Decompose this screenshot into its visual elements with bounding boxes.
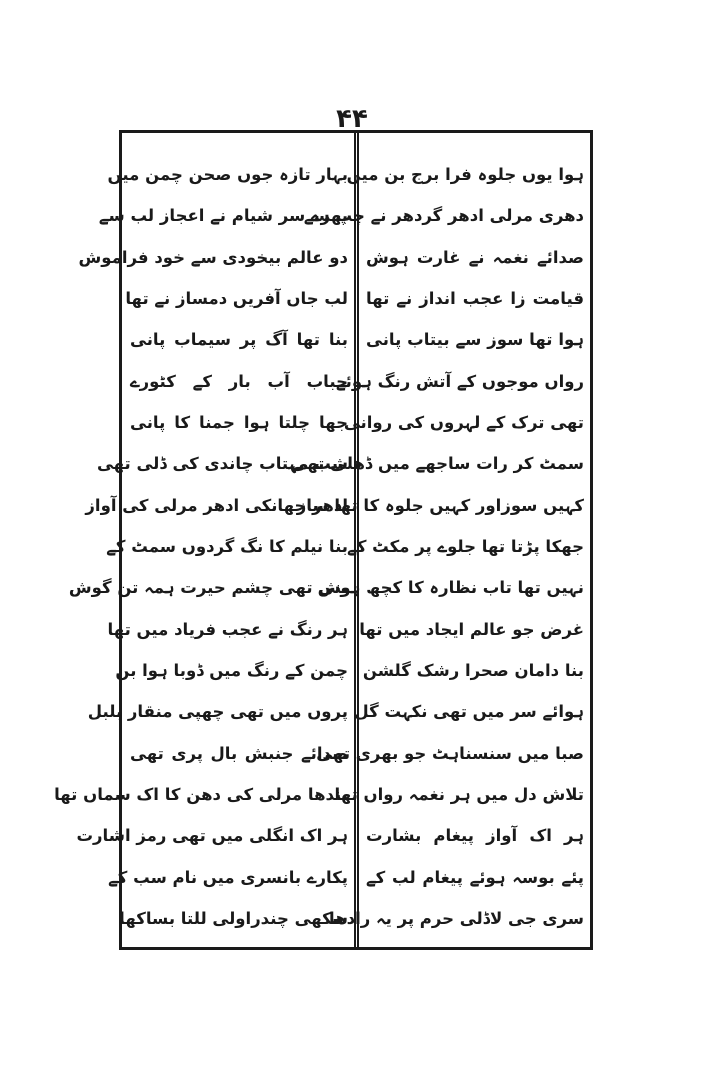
- verse-line: صدائے نغمہ نے غارت ہوش: [366, 247, 584, 267]
- verse-line: سکھی چندراولی للتا بساکھا: [119, 908, 348, 928]
- verse-line: ادھر جھانکی ادھر مرلی کی آواز: [85, 495, 348, 515]
- verse-line: بنا دامان صحرا رشک گلشن: [362, 660, 584, 680]
- verse-line: چمن کے رنگ میں ڈوبا ہوا بن: [115, 660, 348, 680]
- verse-line: دھری مرلی ادھر گردھر نے چپ سے: [303, 206, 584, 226]
- verse-line: قیامت زا عجب انداز نے تھا: [366, 288, 584, 308]
- verse-line: ہر اک آواز پیغام بشارت: [366, 826, 584, 846]
- verse-line: ہوا یوں جلوہ فرا برج بن میں: [346, 165, 584, 184]
- verse-line: حباب آب بار کے کٹورے: [130, 371, 348, 391]
- verse-line: جھا چلتا ہوا جمنا کا پانی: [130, 412, 348, 432]
- verse-line: ہوائے سر میں تھی نکہت گل: [354, 702, 584, 722]
- verse-line: کہیں سوزاور کہیں جلوہ کا تھا ساز: [296, 495, 584, 515]
- verse-line: ہر رنگ نے عجب فریاد میں تھا: [107, 619, 348, 639]
- verse-line: بنی تھی چشم حیرت ہمہ تن گوش: [68, 578, 348, 598]
- verse-line: جھکا پڑتا تھا جلوے پر مکٹ کے: [347, 536, 584, 556]
- right-column: [290, 157, 584, 937]
- verse-line: بھرے سر شیام نے اعجاز لب سے: [98, 206, 348, 226]
- verse-line: بنا تھا آگ پر سیماب پانی: [130, 330, 348, 350]
- verse-line: سری جی لاڈلی حرم پر یہ رادھا: [328, 908, 584, 928]
- page-number: ۴۴: [336, 104, 368, 134]
- verse-line: تلاش دل میں ہر نغمہ رواں تھا: [334, 784, 584, 804]
- verse-line: نہیں تھا تاب نظارہ کا کچھ ہوش: [317, 578, 584, 598]
- verse-line: پکارے بانسری میں نام سب کے: [108, 867, 348, 887]
- verse-line: پئے بوسہ ہوئے پیغام لب کے: [366, 867, 584, 887]
- verse-line: تھی ترک کے لہروں کی روانی: [343, 412, 584, 432]
- verse-line: بندھا مرلی کی دھن کا اک سماں تھا: [54, 784, 348, 804]
- verse-line: صدائے جنبش بال پری تھی: [130, 743, 348, 763]
- text-frame: [54, 130, 593, 950]
- verse-line: ہوا تھا سوز سے بیتاب پانی: [366, 330, 584, 350]
- verse-line: لب جاں آفریں دمساز نے تھا: [125, 288, 348, 308]
- verse-line: سمٹ کر رات ساجھے میں ڈھلی تھی: [290, 454, 584, 474]
- verse-line: رواں موجوں کے آتش رنگ ہوئے: [336, 371, 584, 391]
- verse-line: ہر اک انگلی میں تھی رمز اشارت: [76, 826, 348, 846]
- verse-line: بنا نیلم کا نگ گردوں سمٹ کے: [106, 536, 348, 556]
- verse-line: شب مہتاب چاندی کی ڈلی تھی: [96, 454, 348, 474]
- verse-line: پروں میں تھی چھپی منقار بلبل: [87, 702, 348, 722]
- left-column: [54, 157, 348, 937]
- verse-line: بہار تازہ جوں صحن چمن میں: [107, 165, 348, 184]
- verse-line: دو عالم بیخودی سے خود فراموش: [78, 247, 348, 267]
- verse-line: صبا میں سنسناہٹ جو بھری تھی: [316, 743, 584, 763]
- verse-line: غرض جو عالم ایجاد میں تھا: [359, 619, 584, 639]
